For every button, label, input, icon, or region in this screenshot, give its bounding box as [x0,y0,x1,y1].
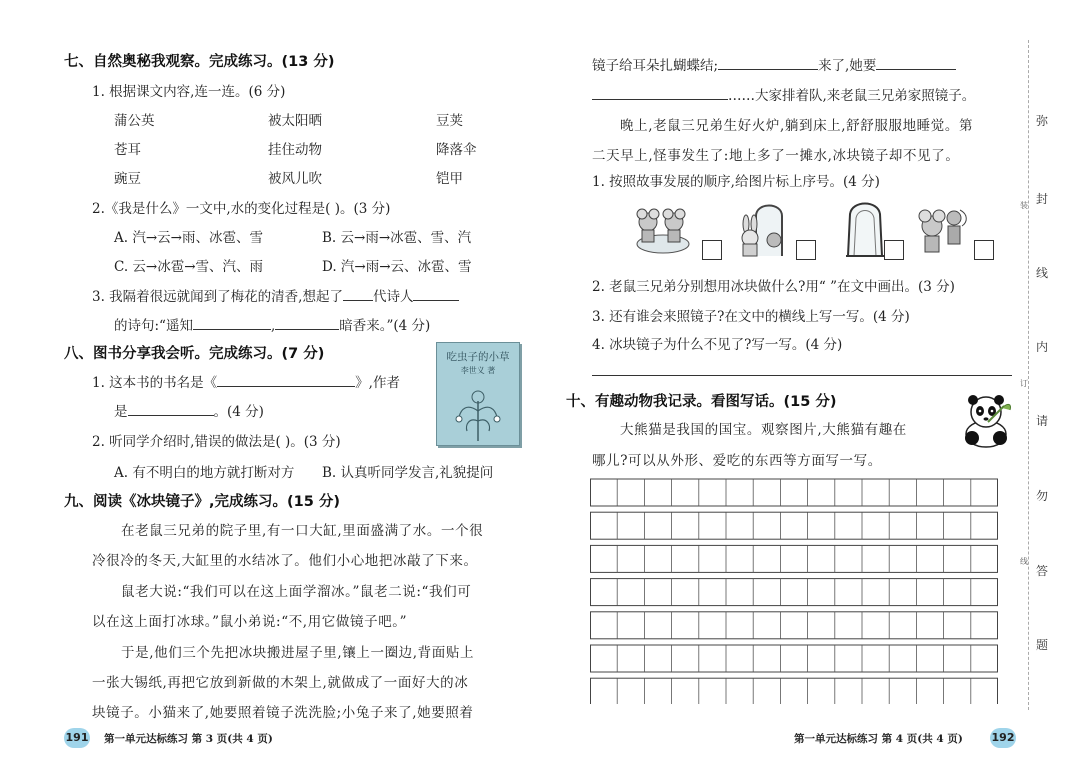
order-box-1[interactable] [702,240,722,260]
grid-row [591,612,998,639]
s7-q3-text-c: 的诗句:“遥知 [114,318,193,334]
s8-q2-option-b: B. 认真听同学发言,礼貌提问 [322,465,494,481]
book-cover-author: 李世义 著 [460,366,496,375]
grid-row [591,479,998,506]
match-mid-3: 被风儿吹 [268,171,322,187]
story-picture-3 [840,198,890,258]
writing-grid-lines [590,478,998,704]
s7-q3-line1 [92,285,459,305]
margin-char-3: 线 [1036,266,1049,280]
section-9-title: 九、阅读《冰块镜子》,完成练习。(15 分) [64,494,340,510]
match-right-1: 豆荚 [436,113,463,129]
passage-line-6: 一张大锡纸,再把它放到新做的木架上,就做成了一面好大的冰 [92,675,469,691]
s7-q2-option-c: C. 云→冰雹→雪、汽、雨 [114,259,264,275]
passage-line-7: 块镜子。小猫来了,她要照着镜子洗洗脸;小兔子来了,她要照着 [92,705,474,721]
section-7-title: 七、自然奥秘我观察。完成练习。(13 分) [64,54,335,70]
poem-blank-1[interactable] [193,317,271,330]
author-blank[interactable] [128,403,214,416]
s9-q4: 4. 冰块镜子为什么不见了?写一写。(4 分) [592,337,843,353]
match-mid-1: 被太阳晒 [268,113,322,129]
margin-char-6: 勿 [1036,489,1049,503]
visitor-blank-2[interactable] [876,57,956,70]
answer-line[interactable] [592,375,1012,376]
writing-grid[interactable] [590,478,998,704]
footer-left: 第一单元达标练习 第 3 页(共 4 页) [104,733,273,745]
grid-row [591,512,998,539]
margin-mark-2: 订 [1020,379,1028,388]
margin-mark-1: 装 [1020,201,1028,210]
s8-q1-text-a: 1. 这本书的书名是《 [92,375,218,391]
s9-q1: 1. 按照故事发展的顺序,给图片标上序号。(4 分) [592,174,880,190]
s7-q3-text-d: , [270,318,276,334]
s10-line-1: 大熊猫是我国的国宝。观察图片,大熊猫有趣在 [620,422,907,438]
passage-cont-text-a: 镜子给耳朵扎蝴蝶结; [592,58,719,74]
s7-q2: 2.《我是什么》一文中,水的变化过程是( )。(3 分) [92,201,391,217]
passage-line-5: 于是,他们三个先把冰块搬进屋子里,镶上一圈边,背面贴上 [121,645,475,661]
grid-row [591,645,998,672]
s8-q1-text-b: 》,作者 [355,375,400,391]
order-box-2[interactable] [796,240,816,260]
s7-q3-text-a: 3. 我隔着很远就闻到了梅花的清香,想起了 [92,289,343,305]
grid-row [591,678,998,704]
passage-line-4: 以在这上面打冰球。”鼠小弟说:“不,用它做镜子吧。” [92,614,408,630]
s9-q3: 3. 还有谁会来照镜子?在文中的横线上写一写。(4 分) [592,309,910,325]
s7-q1: 1. 根据课文内容,连一连。(6 分) [92,84,286,100]
binding-margin-line [1028,40,1029,710]
poem-blank-2[interactable] [275,317,339,330]
margin-char-7: 答 [1036,564,1049,578]
margin-char-4: 内 [1036,340,1049,354]
visitor-blank-3[interactable] [592,87,728,100]
passage-line-3: 鼠老大说:“我们可以在这上面学溜冰。”鼠老二说:“我们可 [121,584,472,600]
match-left-3: 豌豆 [114,171,141,187]
margin-char-1: 弥 [1036,114,1049,128]
grid-row [591,579,998,606]
margin-char-5: 请 [1036,414,1049,428]
passage-cont-line-1 [592,54,956,74]
passage-cont-text-b: 来了,她要 [818,58,877,74]
s10-line-2: 哪儿?可以从外形、爱吃的东西等方面写一写。 [592,453,882,469]
s8-q1-line1 [92,371,400,391]
s7-q3-line2 [114,314,430,334]
story-picture-2 [734,198,794,258]
dynasty-blank[interactable] [343,288,373,301]
passage-cont-text-c: ……大家排着队,来老鼠三兄弟家照镜子。 [728,88,976,104]
match-left-1: 蒲公英 [114,113,155,129]
passage-cont-line-3: 晚上,老鼠三兄弟生好火炉,躺到床上,舒舒服服地睡觉。第 [620,118,974,134]
story-picture-1 [628,200,698,260]
section-8-title: 八、图书分享我会听。完成练习。(7 分) [64,346,325,362]
s8-q1-text-c: 是 [114,404,128,420]
match-right-2: 降落伞 [436,142,477,158]
plant-illustration [437,381,519,443]
match-left-2: 苍耳 [114,142,141,158]
margin-mark-3: 线 [1020,557,1028,566]
grid-row [591,545,998,572]
passage-cont-line-2 [592,84,975,104]
book-title-blank[interactable] [217,374,355,387]
poet-blank[interactable] [413,288,459,301]
passage-line-2: 冷很冷的冬天,大缸里的水结冰了。他们小心地把冰敲了下来。 [92,553,478,569]
book-cover-title: 吃虫子的小草 [446,351,510,363]
s7-q3-text-e: 暗香来。”(4 分) [339,318,431,334]
order-box-4[interactable] [974,240,994,260]
page-number-right: 192 [990,728,1016,748]
match-mid-2: 挂住动物 [268,142,322,158]
passage-line-1: 在老鼠三兄弟的院子里,有一口大缸,里面盛满了水。一个很 [121,523,484,539]
section-10-title: 十、有趣动物我记录。看图写话。(15 分) [566,394,837,410]
page-number-left: 191 [64,728,90,748]
s8-q1-line2 [114,400,264,420]
margin-char-8: 题 [1036,638,1049,652]
s7-q2-option-b: B. 云→雨→冰雹、雪、汽 [322,230,472,246]
order-box-3[interactable] [884,240,904,260]
footer-right: 第一单元达标练习 第 4 页(共 4 页) [794,733,963,745]
margin-char-2: 封 [1036,192,1049,206]
s7-q2-option-a: A. 汽→云→雨、冰雹、雪 [114,230,263,246]
s8-q2-option-a: A. 有不明白的地方就打断对方 [114,465,295,481]
passage-cont-line-4: 二天早上,怪事发生了:地上多了一摊水,冰块镜子却不见了。 [592,148,960,164]
story-picture-4 [912,200,972,260]
s8-q1-text-d: 。(4 分) [213,404,264,420]
match-right-3: 铠甲 [436,171,463,187]
s9-q2: 2. 老鼠三兄弟分别想用冰块做什么?用“ ”在文中画出。(3 分) [592,279,955,295]
s7-q2-option-d: D. 汽→雨→云、冰雹、雪 [322,259,472,275]
s8-q2: 2. 听同学介绍时,错误的做法是( )。(3 分) [92,434,341,450]
s7-q3-text-b: 代诗人 [372,289,414,305]
visitor-blank-1[interactable] [718,57,818,70]
book-cover-image [436,342,520,446]
panda-icon [958,392,1018,448]
